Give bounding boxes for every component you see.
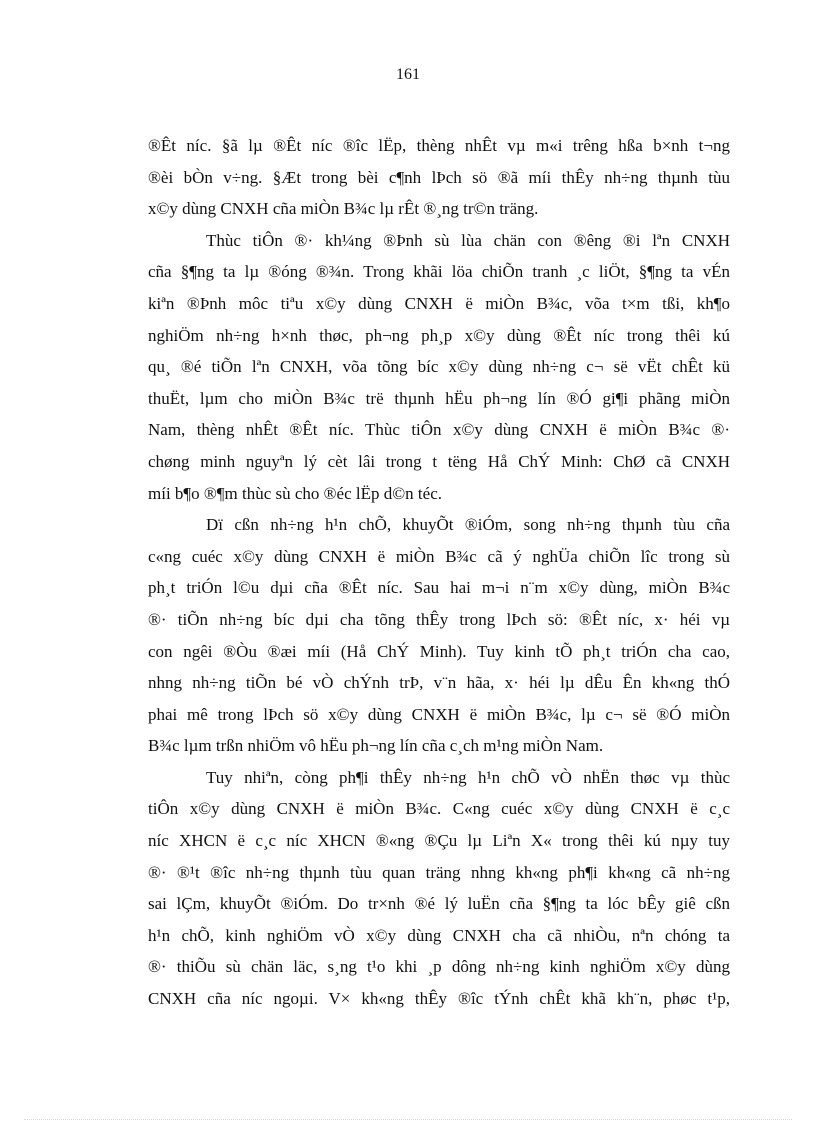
paragraph-3 — [148, 509, 730, 762]
text-line: phai mê trong lÞch sö x©y dùng CNXH ë miÒn B¾c, lµ c¬ së ®Ó miÒn — [148, 704, 730, 724]
page-bottom-divider — [24, 1119, 792, 1120]
text-line: ®èi bÒn v÷ng. §Æt trong bèi c¶nh lÞch sö ®ã míi thÊy nh÷ng thµnh tùu — [148, 167, 730, 187]
text-line: tiÔn x©y dùng CNXH ë miÒn B¾c. C«ng cuéc x©y dùng CNXH ë c¸c — [148, 799, 730, 819]
page-number: 161 — [396, 66, 420, 83]
text-line: ®Êt níc. §ã lµ ®Êt níc ®îc lËp, thèng nhÊt vµ m«i trêng hßa b×nh t¬ng — [148, 136, 730, 155]
text-line: CNXH cña níc ngoµi. V× kh«ng thÊy ®îc tÝnh chÊt khã kh¨n, phøc t¹p, — [148, 989, 730, 1009]
text-line: Thùc tiÔn ®· kh¼ng ®Þnh sù lùa chän con ®êng ®i lªn CNXH — [206, 230, 730, 250]
text-line: míi b¶o ®¶m thùc sù cho ®éc lËp d©n téc. — [148, 483, 442, 503]
text-line: h¹n chÕ, kinh nghiÖm vÒ x©y dùng CNXH cha cã nhiÒu, nªn chóng ta — [148, 925, 730, 945]
text-line: thuËt, lµm cho miÒn B¾c trë thµnh hËu ph¬ng lín ®Ó gi¶i phãng miÒn — [148, 388, 730, 408]
text-line: ph¸t triÓn l©u dµi cña ®Êt níc. Sau hai m¬i n¨m x©y dùng, miÒn B¾c — [148, 578, 730, 598]
text-line: con ngêi ®Òu ®æi míi (Hå ChÝ Minh). Tuy kinh tÕ ph¸t triÓn cha cao, — [148, 641, 730, 661]
text-line: ®· tiÕn nh÷ng bíc dµi cha tõng thÊy trong lÞch sö: ®Êt níc, x· héi vµ — [148, 609, 730, 629]
text-line: sai lÇm, khuyÕt ®iÓm. Do tr×nh ®é lý luËn cña §¶ng ta lóc bÊy giê cßn — [148, 894, 730, 914]
text-line: Dï cßn nh÷ng h¹n chÕ, khuyÕt ®iÓm, song nh÷ng thµnh tùu cña — [206, 515, 730, 535]
text-line: cña §¶ng ta lµ ®óng ®¾n. Trong khãi löa chiÕn tranh ¸c liÖt, §¶ng ta vÉn — [148, 262, 730, 282]
text-line: ®· ®¹t ®îc nh÷ng thµnh tùu quan träng nhng kh«ng ph¶i kh«ng cã nh÷ng — [148, 862, 730, 882]
text-line: níc XHCN ë c¸c níc XHCN ®«ng ®Çu lµ Liªn X« trong thêi kú nµy tuy — [148, 831, 730, 851]
text-line: ®· thiÕu sù chän läc, s¸ng t¹o khi ¸p dông nh÷ng kinh nghiÖm x©y dùng — [148, 957, 730, 977]
paragraph-2 — [148, 225, 730, 509]
text-line: Nam, thèng nhÊt ®Êt níc. Thùc tiÔn x©y dùng CNXH ë miÒn B¾c ®· — [148, 420, 730, 440]
paragraph-4 — [148, 762, 730, 1015]
text-line: nhng nh÷ng tiÕn bé vÒ chÝnh trÞ, v¨n hãa, x· héi lµ dÊu Ên kh«ng thÓ — [148, 673, 730, 693]
text-line: kiªn ®Þnh môc tiªu x©y dùng CNXH ë miÒn B¾c, võa t×m tßi, kh¶o — [148, 293, 730, 313]
text-line: chøng minh nguyªn lý cèt lâi trong t tëng Hå ChÝ Minh: ChØ cã CNXH — [148, 451, 730, 471]
text-line: B¾c lµm trßn nhiÖm vô hËu ph¬ng lín cña c¸ch m¹ng miÒn Nam. — [148, 736, 604, 756]
body-text — [148, 130, 730, 1015]
text-line: c«ng cuéc x©y dùng CNXH ë miÒn B¾c cã ý nghÜa chiÕn lîc trong sù — [148, 546, 730, 566]
text-line: Tuy nhiªn, còng ph¶i thÊy nh÷ng h¹n chÕ vÒ nhËn thøc vµ thùc — [206, 767, 730, 787]
text-line: nghiÖm nh÷ng h×nh thøc, ph¬ng ph¸p x©y dùng ®Êt níc trong thêi kú — [148, 325, 730, 345]
text-line: x©y dùng CNXH cña miÒn B¾c lµ rÊt ®¸ng tr©n träng. — [148, 199, 539, 219]
text-line: qu¸ ®é tiÕn lªn CNXH, võa tõng bíc x©y dùng nh÷ng c¬ së vËt chÊt kü — [148, 357, 730, 377]
paragraph-1 — [148, 130, 730, 225]
